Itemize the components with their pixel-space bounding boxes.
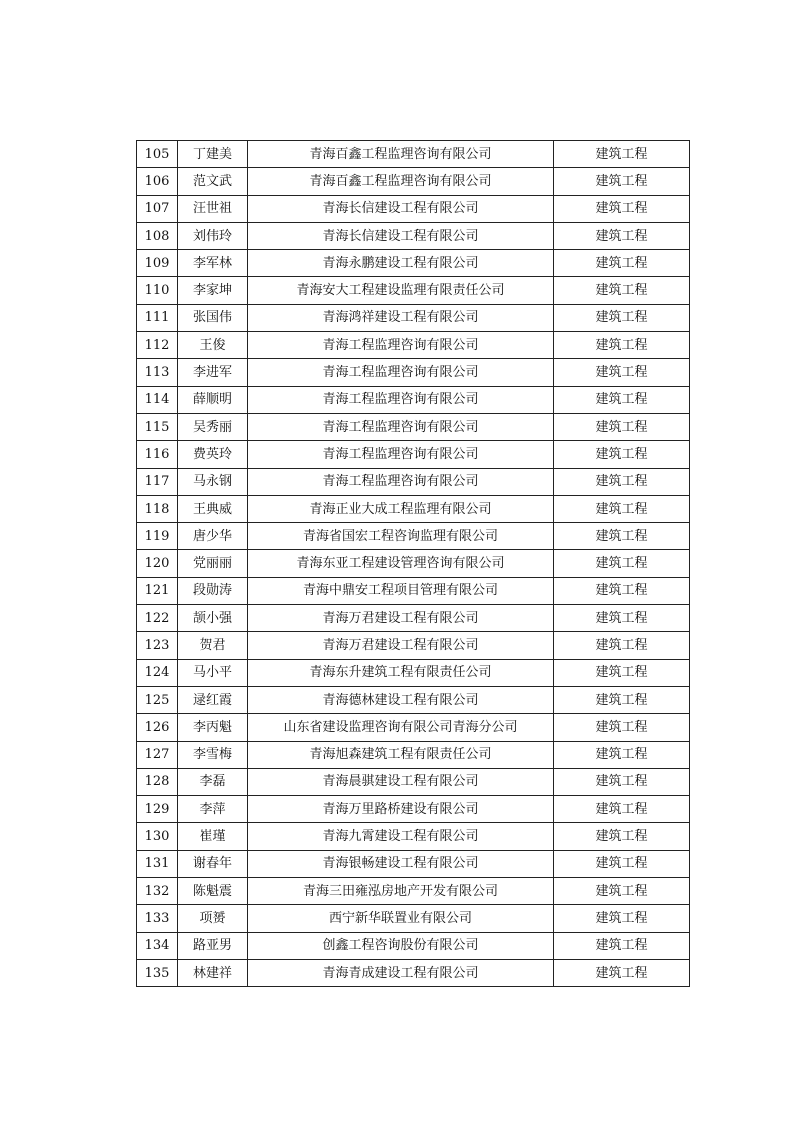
table-row — [137, 359, 690, 386]
category-cell: 建筑工程 — [554, 768, 690, 795]
person-name-cell: 崔瑾 — [178, 823, 248, 850]
person-name-cell: 薛顺明 — [178, 386, 248, 413]
table-row — [137, 850, 690, 877]
row-number-cell: 108 — [137, 222, 178, 249]
company-name-cell: 青海省国宏工程咨询监理有限公司 — [248, 523, 554, 550]
company-name-cell: 青海九霄建设工程有限公司 — [248, 823, 554, 850]
table-row — [137, 959, 690, 986]
person-name-cell: 李丙魁 — [178, 714, 248, 741]
category-cell: 建筑工程 — [554, 222, 690, 249]
company-name-cell: 青海工程监理咨询有限公司 — [248, 386, 554, 413]
row-number-cell: 107 — [137, 195, 178, 222]
person-name-cell: 吴秀丽 — [178, 413, 248, 440]
category-cell: 建筑工程 — [554, 850, 690, 877]
company-name-cell: 青海旭森建筑工程有限责任公司 — [248, 741, 554, 768]
company-name-cell: 青海永鹏建设工程有限公司 — [248, 250, 554, 277]
category-cell: 建筑工程 — [554, 523, 690, 550]
row-number-cell: 132 — [137, 878, 178, 905]
category-cell: 建筑工程 — [554, 905, 690, 932]
category-cell: 建筑工程 — [554, 714, 690, 741]
company-name-cell: 青海万君建设工程有限公司 — [248, 632, 554, 659]
category-cell: 建筑工程 — [554, 878, 690, 905]
row-number-cell: 130 — [137, 823, 178, 850]
category-cell: 建筑工程 — [554, 359, 690, 386]
person-name-cell: 林建祥 — [178, 959, 248, 986]
company-name-cell: 青海万君建设工程有限公司 — [248, 605, 554, 632]
person-name-cell: 李雪梅 — [178, 741, 248, 768]
person-name-cell: 王典威 — [178, 495, 248, 522]
row-number-cell: 118 — [137, 495, 178, 522]
category-cell: 建筑工程 — [554, 577, 690, 604]
category-cell: 建筑工程 — [554, 141, 690, 168]
category-cell: 建筑工程 — [554, 386, 690, 413]
category-cell: 建筑工程 — [554, 632, 690, 659]
company-name-cell: 青海东升建筑工程有限责任公司 — [248, 659, 554, 686]
company-name-cell: 青海工程监理咨询有限公司 — [248, 441, 554, 468]
company-name-cell: 青海工程监理咨询有限公司 — [248, 413, 554, 440]
category-cell: 建筑工程 — [554, 441, 690, 468]
person-name-cell: 段勋涛 — [178, 577, 248, 604]
personnel-table — [136, 140, 690, 987]
person-name-cell: 逯红霞 — [178, 686, 248, 713]
table-row — [137, 250, 690, 277]
row-number-cell: 106 — [137, 168, 178, 195]
row-number-cell: 122 — [137, 605, 178, 632]
table-row — [137, 905, 690, 932]
row-number-cell: 123 — [137, 632, 178, 659]
category-cell: 建筑工程 — [554, 741, 690, 768]
table-row — [137, 686, 690, 713]
row-number-cell: 125 — [137, 686, 178, 713]
row-number-cell: 131 — [137, 850, 178, 877]
table-row — [137, 332, 690, 359]
row-number-cell: 124 — [137, 659, 178, 686]
company-name-cell: 青海百鑫工程监理咨询有限公司 — [248, 141, 554, 168]
category-cell: 建筑工程 — [554, 304, 690, 331]
person-name-cell: 丁建美 — [178, 141, 248, 168]
row-number-cell: 110 — [137, 277, 178, 304]
person-name-cell: 颉小强 — [178, 605, 248, 632]
company-name-cell: 青海万里路桥建设有限公司 — [248, 796, 554, 823]
row-number-cell: 113 — [137, 359, 178, 386]
company-name-cell: 青海安大工程建设监理有限责任公司 — [248, 277, 554, 304]
person-name-cell: 刘伟玲 — [178, 222, 248, 249]
table-row — [137, 495, 690, 522]
company-name-cell: 青海鸿祥建设工程有限公司 — [248, 304, 554, 331]
table-row — [137, 523, 690, 550]
row-number-cell: 120 — [137, 550, 178, 577]
person-name-cell: 汪世祖 — [178, 195, 248, 222]
row-number-cell: 121 — [137, 577, 178, 604]
row-number-cell: 114 — [137, 386, 178, 413]
table-row — [137, 878, 690, 905]
category-cell: 建筑工程 — [554, 168, 690, 195]
person-name-cell: 路亚男 — [178, 932, 248, 959]
category-cell: 建筑工程 — [554, 332, 690, 359]
category-cell: 建筑工程 — [554, 195, 690, 222]
table-row — [137, 714, 690, 741]
company-name-cell: 青海青成建设工程有限公司 — [248, 959, 554, 986]
table-row — [137, 441, 690, 468]
person-name-cell: 谢春年 — [178, 850, 248, 877]
person-name-cell: 李家坤 — [178, 277, 248, 304]
category-cell: 建筑工程 — [554, 250, 690, 277]
company-name-cell: 青海百鑫工程监理咨询有限公司 — [248, 168, 554, 195]
row-number-cell: 109 — [137, 250, 178, 277]
company-name-cell: 青海正业大成工程监理有限公司 — [248, 495, 554, 522]
table-row — [137, 413, 690, 440]
table-row — [137, 550, 690, 577]
person-name-cell: 王俊 — [178, 332, 248, 359]
person-name-cell: 马小平 — [178, 659, 248, 686]
row-number-cell: 128 — [137, 768, 178, 795]
category-cell: 建筑工程 — [554, 495, 690, 522]
company-name-cell: 青海晨骐建设工程有限公司 — [248, 768, 554, 795]
row-number-cell: 126 — [137, 714, 178, 741]
table-row — [137, 195, 690, 222]
row-number-cell: 105 — [137, 141, 178, 168]
category-cell: 建筑工程 — [554, 686, 690, 713]
company-name-cell: 青海银畅建设工程有限公司 — [248, 850, 554, 877]
person-name-cell: 项赟 — [178, 905, 248, 932]
company-name-cell: 青海东亚工程建设管理咨询有限公司 — [248, 550, 554, 577]
table-row — [137, 277, 690, 304]
person-name-cell: 李磊 — [178, 768, 248, 795]
row-number-cell: 127 — [137, 741, 178, 768]
category-cell: 建筑工程 — [554, 468, 690, 495]
table-row — [137, 605, 690, 632]
person-name-cell: 张国伟 — [178, 304, 248, 331]
person-name-cell: 费英玲 — [178, 441, 248, 468]
company-name-cell: 创鑫工程咨询股份有限公司 — [248, 932, 554, 959]
row-number-cell: 112 — [137, 332, 178, 359]
table-row — [137, 222, 690, 249]
category-cell: 建筑工程 — [554, 277, 690, 304]
table-row — [137, 386, 690, 413]
table-row — [137, 577, 690, 604]
row-number-cell: 116 — [137, 441, 178, 468]
company-name-cell: 西宁新华联置业有限公司 — [248, 905, 554, 932]
person-name-cell: 陈魁震 — [178, 878, 248, 905]
category-cell: 建筑工程 — [554, 823, 690, 850]
row-number-cell: 135 — [137, 959, 178, 986]
table-row — [137, 796, 690, 823]
table-row — [137, 741, 690, 768]
category-cell: 建筑工程 — [554, 659, 690, 686]
personnel-table-body — [137, 141, 690, 987]
row-number-cell: 117 — [137, 468, 178, 495]
company-name-cell: 青海工程监理咨询有限公司 — [248, 468, 554, 495]
person-name-cell: 范文武 — [178, 168, 248, 195]
person-name-cell: 李萍 — [178, 796, 248, 823]
category-cell: 建筑工程 — [554, 796, 690, 823]
table-row — [137, 141, 690, 168]
table-row — [137, 659, 690, 686]
company-name-cell: 青海工程监理咨询有限公司 — [248, 359, 554, 386]
company-name-cell: 山东省建设监理咨询有限公司青海分公司 — [248, 714, 554, 741]
person-name-cell: 李进军 — [178, 359, 248, 386]
person-name-cell: 贺君 — [178, 632, 248, 659]
table-row — [137, 823, 690, 850]
company-name-cell: 青海德林建设工程有限公司 — [248, 686, 554, 713]
table-row — [137, 768, 690, 795]
company-name-cell: 青海长信建设工程有限公司 — [248, 195, 554, 222]
row-number-cell: 115 — [137, 413, 178, 440]
company-name-cell: 青海工程监理咨询有限公司 — [248, 332, 554, 359]
category-cell: 建筑工程 — [554, 550, 690, 577]
row-number-cell: 133 — [137, 905, 178, 932]
company-name-cell: 青海长信建设工程有限公司 — [248, 222, 554, 249]
category-cell: 建筑工程 — [554, 932, 690, 959]
company-name-cell: 青海中鼎安工程项目管理有限公司 — [248, 577, 554, 604]
row-number-cell: 111 — [137, 304, 178, 331]
person-name-cell: 党丽丽 — [178, 550, 248, 577]
category-cell: 建筑工程 — [554, 413, 690, 440]
category-cell: 建筑工程 — [554, 959, 690, 986]
row-number-cell: 134 — [137, 932, 178, 959]
table-row — [137, 632, 690, 659]
table-row — [137, 468, 690, 495]
row-number-cell: 119 — [137, 523, 178, 550]
category-cell: 建筑工程 — [554, 605, 690, 632]
row-number-cell: 129 — [137, 796, 178, 823]
company-name-cell: 青海三田雍泓房地产开发有限公司 — [248, 878, 554, 905]
table-row — [137, 168, 690, 195]
person-name-cell: 马永钢 — [178, 468, 248, 495]
table-row — [137, 304, 690, 331]
person-name-cell: 李军林 — [178, 250, 248, 277]
person-name-cell: 唐少华 — [178, 523, 248, 550]
table-row — [137, 932, 690, 959]
